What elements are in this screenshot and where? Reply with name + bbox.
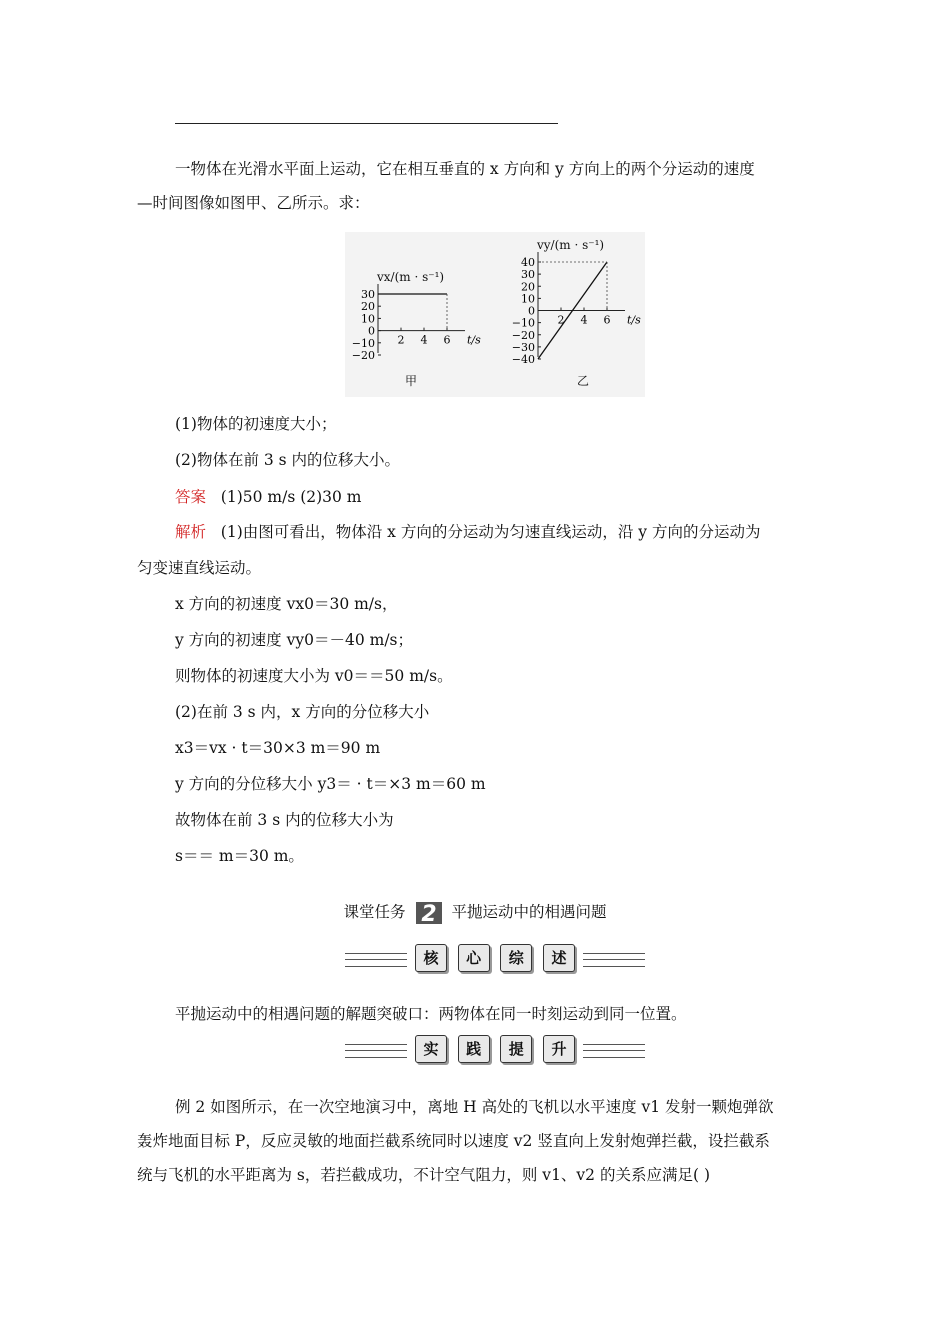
chart-jia-y-tick-label: 10 bbox=[361, 312, 375, 326]
chart-yi-x-tick-label: 4 bbox=[580, 313, 588, 327]
chart-yi bbox=[512, 252, 641, 366]
band-char: 核 bbox=[415, 944, 447, 972]
band-char: 综 bbox=[500, 944, 532, 972]
analysis-line2: 匀变速直线运动。 bbox=[137, 559, 262, 577]
band-rules-right bbox=[583, 1044, 645, 1058]
chart-yi-y-tick-label: −20 bbox=[511, 328, 535, 342]
analysis-text-1: (1)由图可看出，物体沿 x 方向的分运动为匀速直线运动，沿 y 方向的分运动为 bbox=[220, 523, 761, 541]
chart-yi-caption: 乙 bbox=[577, 374, 590, 388]
chart-jia-y-tick-label: 30 bbox=[361, 288, 375, 301]
chart-jia-caption: 甲 bbox=[405, 374, 418, 388]
analysis-line9: 故物体在前 3 s 内的位移大小为 bbox=[175, 811, 394, 829]
chart-jia-x-tick-label: 4 bbox=[420, 333, 428, 347]
chart-yi-y-tick-label: −40 bbox=[511, 353, 535, 366]
answer-text: (1)50 m/s (2)30 m bbox=[220, 488, 362, 506]
section-prefix: 课堂任务 bbox=[343, 903, 406, 921]
question-2: (2)物体在前 3 s 内的位移大小。 bbox=[175, 451, 401, 469]
analysis-line7: x3＝vx · t＝30×3 m＝90 m bbox=[175, 739, 381, 757]
problem-intro-line1: 一物体在光滑水平面上运动，它在相互垂直的 x 方向和 y 方向上的两个分运动的速度 bbox=[175, 160, 755, 178]
chart-jia bbox=[352, 284, 481, 362]
chart-yi-x-tick-label: 6 bbox=[603, 313, 611, 327]
chart-jia-x-tick-label: 6 bbox=[443, 333, 451, 347]
analysis-line3: x 方向的初速度 vx0＝30 m/s， bbox=[175, 595, 398, 613]
band-char: 心 bbox=[458, 944, 490, 972]
chart-yi-y-tick-label: 20 bbox=[521, 280, 535, 294]
band-char: 提 bbox=[500, 1035, 532, 1063]
answer-label: 答案 bbox=[175, 488, 207, 506]
band-rules-left bbox=[345, 953, 407, 967]
chart-jia-ylabel: vx/(m · s⁻¹) bbox=[377, 270, 445, 284]
chart-jia-y-tick-label: 0 bbox=[368, 324, 375, 338]
band-char: 述 bbox=[543, 944, 575, 972]
top-divider bbox=[175, 123, 558, 124]
analysis-line4: y 方向的初速度 vy0＝－40 m/s； bbox=[175, 631, 414, 649]
analysis-line1 bbox=[175, 520, 760, 542]
analysis-line10: s＝＝ m＝30 m。 bbox=[175, 847, 304, 865]
example-line2: 轰炸地面目标 P，反应灵敏的地面拦截系统同时以速度 v2 竖直向上发射炮弹拦截，设拦截系 bbox=[137, 1132, 770, 1150]
answer-line bbox=[175, 485, 362, 507]
practice-band bbox=[345, 1035, 645, 1065]
chart-yi-x-label: t/s bbox=[627, 313, 641, 327]
chart-jia-x-tick-label: 2 bbox=[397, 333, 405, 347]
chart-yi-ylabel: vy/(m · s⁻¹) bbox=[537, 238, 605, 252]
chart-jia-y-tick-label: −20 bbox=[351, 349, 375, 362]
example-line3: 统与飞机的水平距离为 s，若拦截成功，不计空气阻力，则 v1、v2 的关系应满足( ) bbox=[137, 1166, 710, 1184]
band-char: 实 bbox=[415, 1035, 447, 1063]
analysis-line5: 则物体的初速度大小为 v0＝＝50 m/s。 bbox=[175, 667, 453, 685]
velocity-time-figures bbox=[345, 232, 645, 397]
section-title bbox=[0, 900, 950, 926]
chart-yi-y-tick-label: −30 bbox=[511, 340, 535, 354]
problem-intro bbox=[137, 152, 817, 220]
question-1: (1)物体的初速度大小； bbox=[175, 415, 337, 433]
figure-svg bbox=[345, 232, 645, 397]
problem-intro-line2: —时间图像如图甲、乙所示。求： bbox=[137, 194, 370, 212]
section-number: 2 bbox=[420, 902, 437, 926]
section-heading: 平抛运动中的相遇问题 bbox=[451, 903, 607, 921]
chart-jia-y-tick-label: 20 bbox=[361, 300, 375, 314]
band-rules-right bbox=[583, 953, 645, 967]
core-summary-band bbox=[345, 944, 645, 974]
chart-yi-y-tick-label: 0 bbox=[528, 304, 535, 318]
chart-yi-y-tick-label: 40 bbox=[521, 256, 535, 269]
chart-yi-x-tick-label: 2 bbox=[557, 313, 565, 327]
core-text: 平抛运动中的相遇问题的解题突破口：两物体在同一时刻运动到同一位置。 bbox=[175, 1005, 687, 1023]
band-char: 升 bbox=[543, 1035, 575, 1063]
chart-jia-y-tick-label: −10 bbox=[351, 336, 375, 350]
analysis-label: 解析 bbox=[175, 523, 207, 541]
band-boxes bbox=[415, 1035, 575, 1063]
chart-yi-y-tick-label: 10 bbox=[521, 292, 535, 306]
analysis-line8: y 方向的分位移大小 y3＝ · t＝×3 m＝60 m bbox=[175, 775, 486, 793]
band-char: 践 bbox=[458, 1035, 490, 1063]
section-number-icon bbox=[414, 900, 444, 926]
analysis-line6: (2)在前 3 s 内，x 方向的分位移大小 bbox=[175, 703, 430, 721]
chart-yi-y-tick-label: −10 bbox=[511, 316, 535, 330]
band-rules-left bbox=[345, 1044, 407, 1058]
example-2 bbox=[137, 1090, 817, 1192]
chart-jia-x-label: t/s bbox=[467, 333, 481, 347]
band-boxes bbox=[415, 944, 575, 972]
chart-yi-y-tick-label: 30 bbox=[521, 268, 535, 282]
example-line1: 例 2 如图所示，在一次空地演习中，离地 H 高处的飞机以水平速度 v1 发射一颗炮弹欲 bbox=[175, 1098, 774, 1116]
